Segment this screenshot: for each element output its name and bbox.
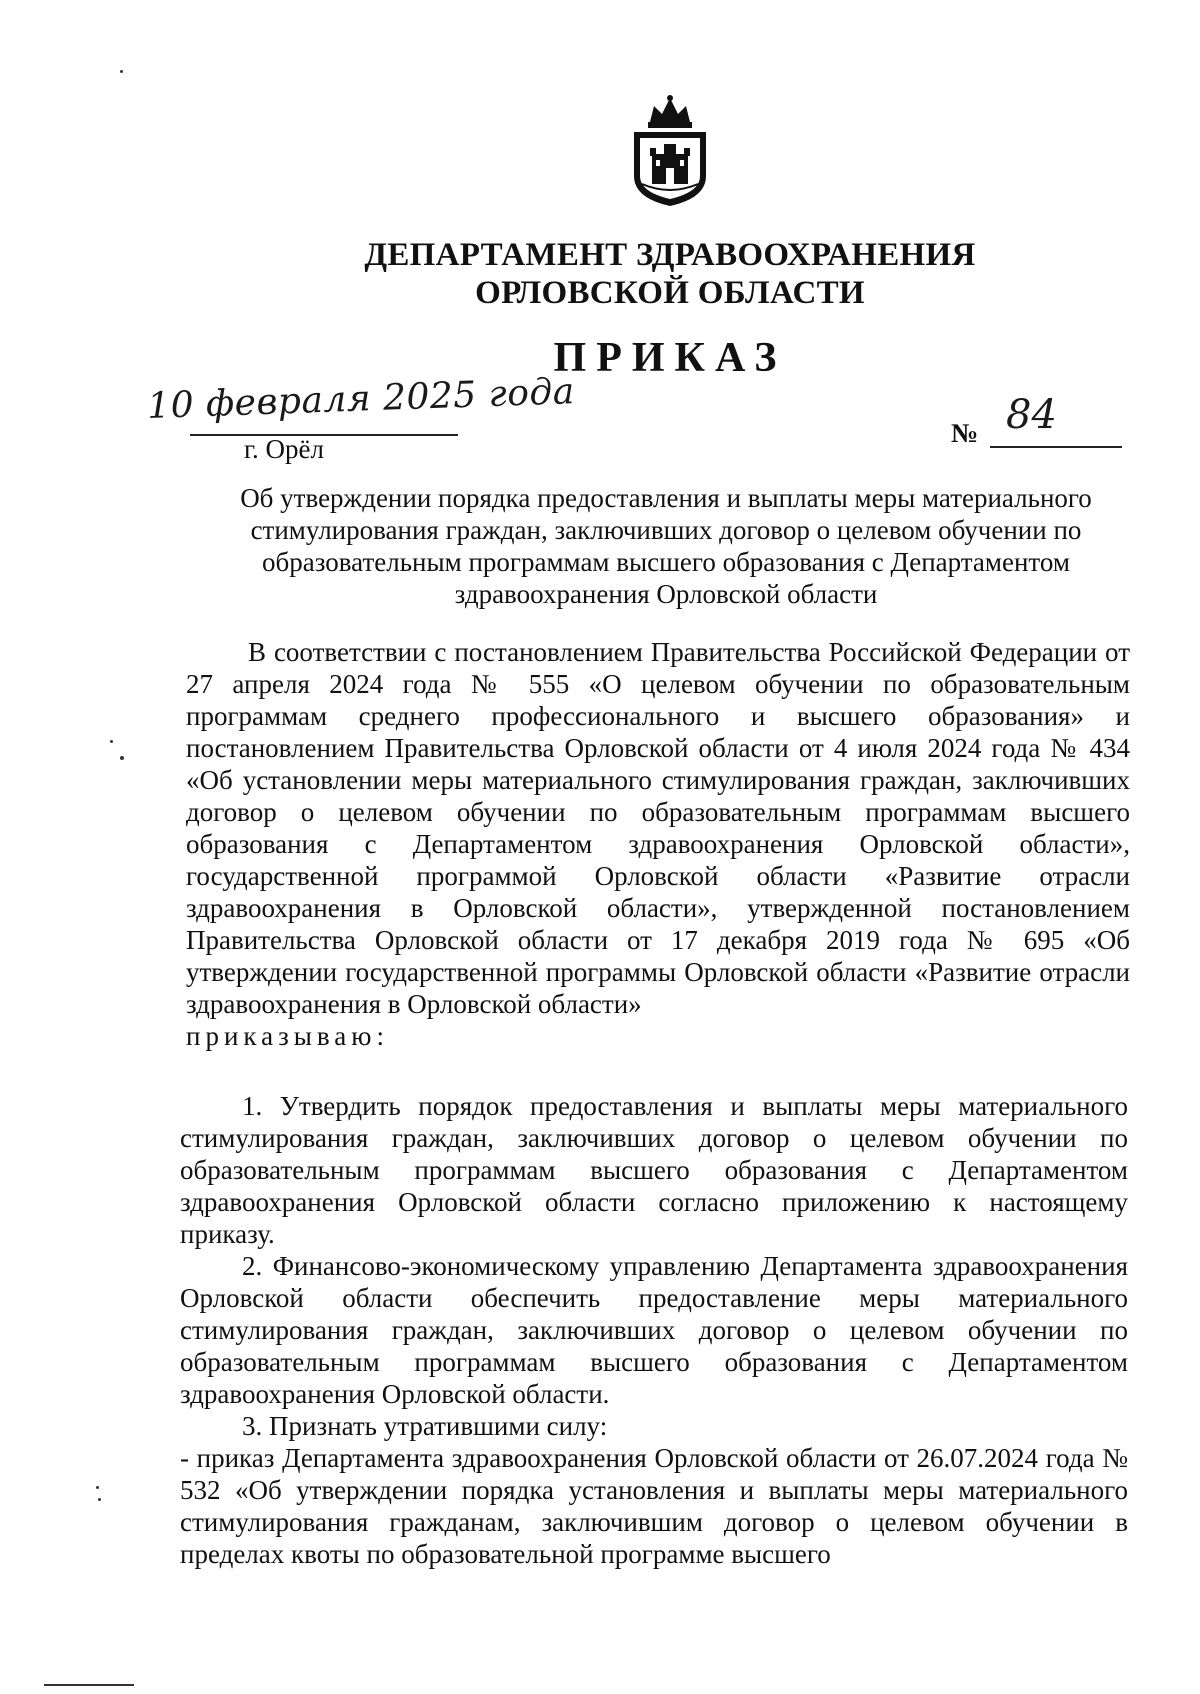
scan-speck <box>96 1486 99 1489</box>
title-line: здравоохранения Орловской области <box>454 579 878 609</box>
scan-speck <box>120 70 123 73</box>
document-type-heading: ПРИКАЗ <box>553 335 787 381</box>
title-line: стимулирования граждан, заключивших договор о целевом обучении по <box>250 515 1082 545</box>
scan-speck <box>110 740 113 743</box>
order-items <box>180 1090 1128 1570</box>
title-line: образовательным программам высшего образования с Департаментом <box>262 547 1070 577</box>
order-item-2: 2. Финансово-экономическому управлению Департамента здравоохранения Орловской области обеспечить предоставление меры материального стимулирования граждан, заключивших договор о целевом обучении по образовательным программам высшего образования с Департаментом здравоохранения Орловской области. <box>180 1251 1128 1409</box>
scan-speck <box>44 1684 134 1686</box>
preamble-text: В соответствии с постановлением Правительства Российской Федерации от 27 апреля 2024 года № 555 «О целевом обучении по образовательным программам среднего профессионального и высшего образования» и постановлением Правительства Орловской области от 4 июля 2024 года № 434 «Об установлении меры материального стимулирования граждан, заключивших договор о целевом обучении по образовательным программам высшего образования с Департаментом здравоохранения Орловской области», государственной программой Орловской области «Развитие отрасли здравоохранения в Орловской области», утвержденной постановлением Правительства Орловской области от 17 декабря 2019 года № 695 «Об утверждении государственной программы Орловской области «Развитие отрасли здравоохранения в Орловской области» <box>186 637 1130 1019</box>
department-name-line2: ОРЛОВСКОЙ ОБЛАСТИ <box>475 275 865 311</box>
handwritten-number: 84 <box>1006 392 1057 438</box>
coat-of-arms-emblem <box>628 92 712 208</box>
order-item-3: 3. Признать утратившими силу: <box>242 1411 608 1441</box>
number-underline <box>990 446 1122 448</box>
scan-speck <box>98 1498 101 1501</box>
document-title <box>216 482 1116 610</box>
preamble-paragraph <box>186 636 1130 1052</box>
scan-speck <box>120 756 124 760</box>
handwritten-date: 10 февраля 2025 года <box>146 371 576 427</box>
order-item-1: 1. Утвердить порядок предоставления и выплаты меры материального стимулирования граждан, заключивших договор о целевом обучении по образовательным программам высшего образования с Департаментом здравоохранения Орловской области согласно приложению к настоящему приказу. <box>180 1091 1128 1249</box>
date-underline <box>190 434 458 436</box>
order-word: приказываю: <box>186 1021 389 1051</box>
number-label: № <box>951 418 979 448</box>
city-label: г. Орёл <box>244 434 324 464</box>
order-item-3-subitem: - приказ Департамента здравоохранения Орловской области от 26.07.2024 года № 532 «Об утверждении порядка установления и выплаты меры материального стимулирования гражданам, заключившим договор о целевом обучении в пределах квоты по образовательной программе высшего <box>180 1443 1128 1569</box>
department-name-line1: ДЕПАРТАМЕНТ ЗДРАВООХРАНЕНИЯ <box>364 237 976 273</box>
title-line: Об утверждении порядка предоставления и выплаты меры материального <box>240 483 1092 513</box>
